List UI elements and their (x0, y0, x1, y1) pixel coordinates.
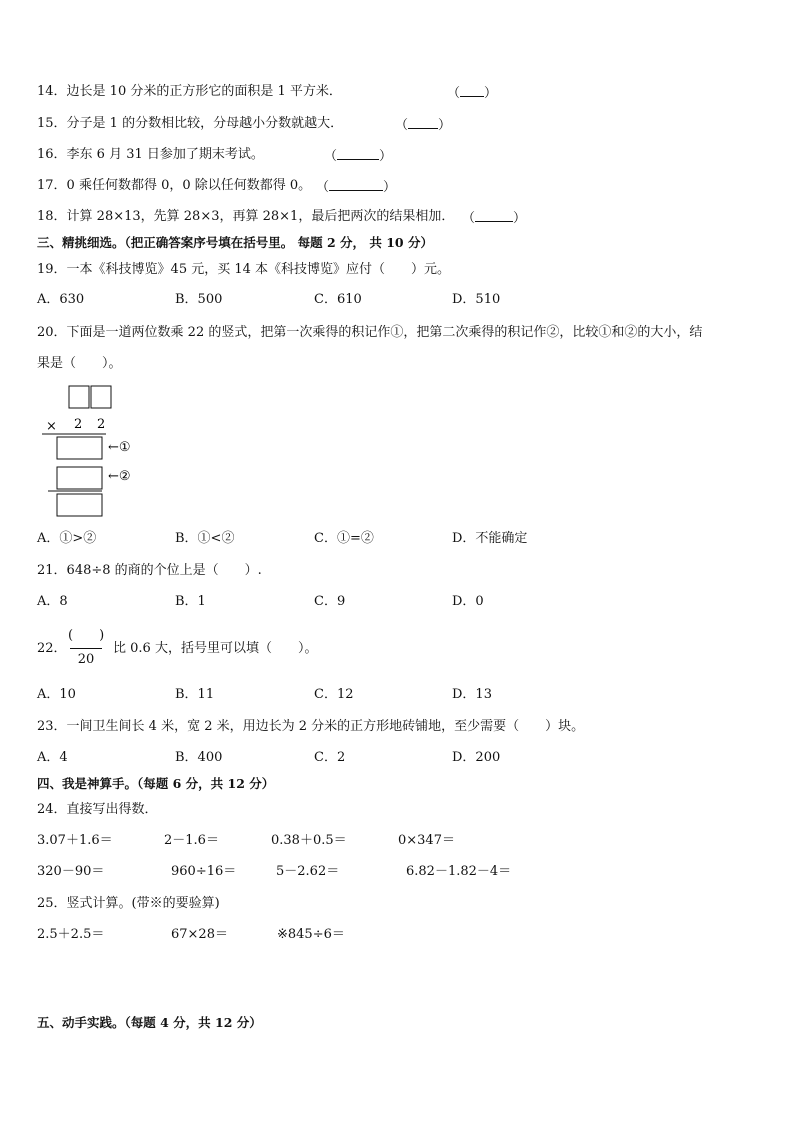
question-18-text: 18．计算 28×13，先算 28×3，再算 28×1，最后把两次的结果相加． (37, 209, 455, 224)
section-5-heading: 五、动手实践。（每题 4 分，共 12 分） (37, 1015, 262, 1030)
multiplier-digit-tens: 2 (74, 417, 83, 432)
partial-product-2-marker: ←② (108, 469, 131, 484)
question-20-option-d[interactable]: D．不能确定 (452, 531, 528, 546)
vertical-calc-item[interactable]: 67×28＝ (171, 927, 228, 942)
question-17-text: 17．0 乘任何数都得 0，0 除以任何数都得 0。 (37, 178, 312, 193)
question-15-answer-blank[interactable]: （ ） (395, 118, 452, 133)
question-22-option-d[interactable]: D．13 (452, 687, 492, 702)
question-14 (37, 84, 342, 100)
question-20-option-c[interactable]: C．①=② (314, 531, 374, 546)
question-25-text: 25．竖式计算。(带※的要验算) (37, 896, 220, 911)
question-19-option-d[interactable]: D．510 (452, 292, 501, 307)
question-14-answer-blank[interactable]: （ ） (447, 86, 498, 101)
multiplier-digit-ones: 2 (97, 417, 106, 432)
question-16-answer-blank[interactable]: （ ） (324, 149, 393, 164)
calc-item[interactable]: 320－90＝ (37, 864, 105, 879)
question-23-option-a[interactable]: A．4 (37, 750, 68, 765)
calc-item[interactable]: 6.82－1.82－4＝ (406, 864, 512, 879)
calc-item[interactable]: 2－1.6＝ (164, 833, 219, 848)
question-16-text: 16．李东 6 月 31 日参加了期末考试。 (37, 147, 264, 162)
partial-product-2-box (57, 467, 102, 489)
question-22-option-b[interactable]: B．11 (175, 687, 215, 702)
question-23-option-c[interactable]: C．2 (314, 750, 346, 765)
calc-item[interactable]: 5－2.62＝ (276, 864, 340, 879)
question-20-text-line-1: 20．下面是一道两位数乘 22 的竖式，把第一次乘得的积记作①，把第二次乘得的积记作②，比较①和②的大小，结 (37, 325, 703, 340)
question-17 (37, 178, 311, 194)
question-22-text: 比 0.6 大，括号里可以填（ ）。 (113, 641, 318, 656)
fraction-denominator: 20 (77, 652, 95, 667)
fraction-bar (70, 648, 102, 649)
vertical-multiplication-diagram (40, 384, 170, 520)
question-16 (37, 147, 264, 163)
calc-item[interactable]: 0.38＋0.5＝ (271, 833, 347, 848)
question-19-option-a[interactable]: A．630 (37, 292, 85, 307)
question-20-option-a[interactable]: A．①>② (37, 531, 97, 546)
question-21-option-b[interactable]: B．1 (175, 594, 206, 609)
calc-item[interactable]: 960÷16＝ (171, 864, 237, 879)
question-22-number: 22． (37, 641, 67, 656)
question-19-option-c[interactable]: C．610 (314, 292, 362, 307)
question-18 (37, 209, 454, 225)
section-3-heading: 三、精挑细选。（把正确答案序号填在括号里。 每题 2 分， 共 10 分） (37, 235, 433, 250)
section-4-heading: 四、我是神算手。（每题 6 分，共 12 分） (37, 776, 275, 791)
partial-product-1-box (57, 437, 102, 459)
vertical-calc-item[interactable]: ※845÷6＝ (277, 927, 345, 942)
question-20-option-b[interactable]: B．①<② (175, 531, 235, 546)
question-14-text: 14．边长是 10 分米的正方形它的面积是 1 平方米． (37, 84, 342, 99)
question-22-option-a[interactable]: A．10 (37, 687, 76, 702)
partial-product-1-marker: ←① (108, 440, 131, 455)
digit-box-ones (91, 386, 111, 408)
question-24-text: 24．直接写出得数． (37, 802, 158, 817)
question-19-text: 19．一本《科技博览》45 元，买 14 本《科技博览》应付（ ）元。 (37, 262, 451, 277)
fraction-numerator[interactable]: ( ) (68, 628, 105, 643)
question-19-option-b[interactable]: B．500 (175, 292, 223, 307)
question-21-option-a[interactable]: A．8 (37, 594, 68, 609)
vertical-calc-item[interactable]: 2.5＋2.5＝ (37, 927, 105, 942)
question-22-option-c[interactable]: C．12 (314, 687, 354, 702)
calc-item[interactable]: 0×347＝ (398, 833, 455, 848)
question-21-option-d[interactable]: D．0 (452, 594, 484, 609)
question-23-option-d[interactable]: D．200 (452, 750, 501, 765)
question-22-fraction (68, 628, 104, 670)
question-20-text-line-2: 果是（ ）。 (37, 356, 122, 371)
question-15-text: 15．分子是 1 的分数相比较，分母越小分数就越大． (37, 116, 344, 131)
question-17-answer-blank[interactable]: （ ） (316, 180, 397, 195)
digit-box-tens (69, 386, 89, 408)
question-18-answer-blank[interactable]: （ ） (462, 211, 527, 226)
question-23-text: 23．一间卫生间长 4 米，宽 2 米，用边长为 2 分米的正方形地砖铺地，至少需要（ ）块。 (37, 719, 585, 734)
question-23-option-b[interactable]: B．400 (175, 750, 223, 765)
times-sign: × (46, 419, 57, 434)
question-21-text: 21．648÷8 的商的个位上是（ ）. (37, 563, 262, 578)
question-21-option-c[interactable]: C．9 (314, 594, 346, 609)
final-product-box (57, 494, 102, 516)
question-15 (37, 116, 343, 132)
calc-item[interactable]: 3.07＋1.6＝ (37, 833, 113, 848)
